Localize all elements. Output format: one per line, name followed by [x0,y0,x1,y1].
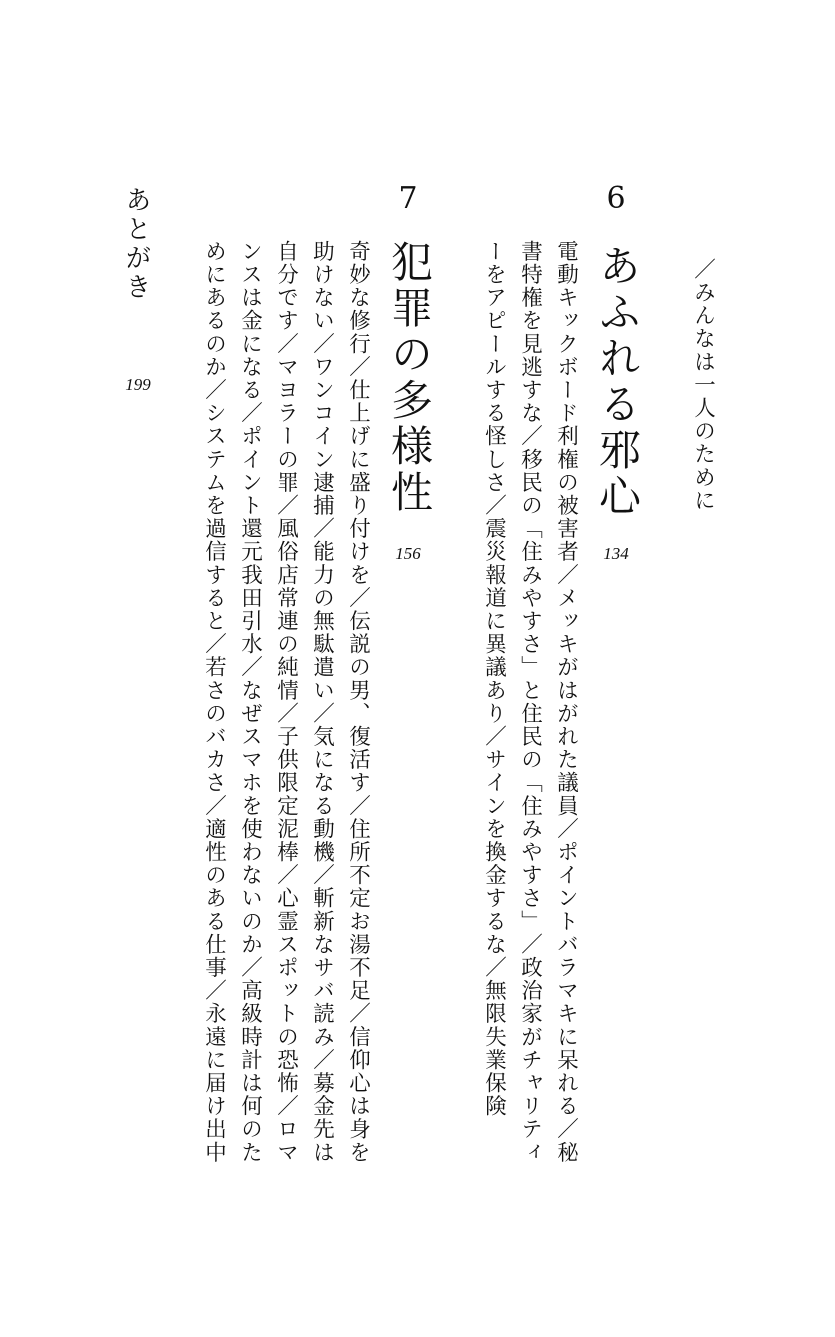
afterword-title: あとがき [121,186,151,302]
chapter-7-line-2: 助けない／ワンコイン逮捕／能力の無駄遣い／気になる動機／斬新なサバ読み／募金先は [309,240,335,1164]
chapter-6-line-1: 電動キックボード利権の被害者／メッキがはがれた議員／ポイントバラマキに呆れる／秘 [553,240,579,1164]
chapter-7-line-1: 奇妙な修行／仕上げに盛り付けを／伝説の男、復活す／住所不定お湯不足／信仰心は身を [345,240,371,1164]
chapter-6-line-2: 書特権を見逃すな／移民の「住みやすさ」と住民の「住みやすさ」／政治家がチャリティ [517,240,543,1164]
prev-section-tail-line: ／みんなは一人のために [690,258,716,513]
chapter-7-page-number: 156 [395,544,421,563]
chapter-7-line-3: 自分です／マヨラーの罪／風俗店常連の純情／子供限定泥棒／心霊スポットの恐怖／ロマ [273,240,299,1164]
chapter-6-line-3: ーをアピールする怪しさ／震災報道に異議あり／サインを換金するな／無限失業保険 [481,240,507,1118]
afterword-page-number: 199 [125,375,151,394]
chapter-7-line-4: ンスは金になる／ポイント還元我田引水／なぜスマホを使わないのか／高級時計は何のた [237,240,263,1164]
chapter-6-title: あふれる邪心 [593,244,642,520]
chapter-6-page-number: 134 [603,544,629,563]
chapter-7-line-5: めにあるのか／システムを過信すると／若さのバカさ／適性のある仕事／永遠に届け出中 [201,240,227,1164]
chapter-7-number: 7 [398,181,418,216]
chapter-7-title: 犯罪の多様性 [385,240,434,516]
chapter-6-number: 6 [606,181,626,216]
